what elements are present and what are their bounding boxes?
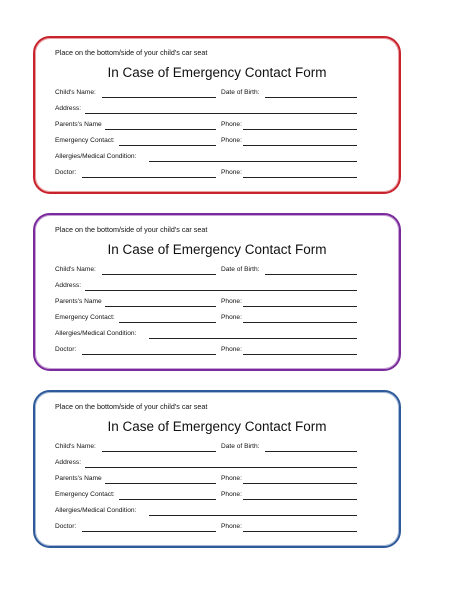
form-title: In Case of Emergency Contact Form [107, 419, 327, 434]
parents-name-row [55, 475, 385, 485]
emergency-contact-row [55, 314, 385, 324]
childs-name-row [55, 266, 385, 276]
date-of-birth-label: Date of Birth: [221, 443, 260, 450]
doctor-field[interactable] [82, 531, 216, 532]
phone-label: Phone: [221, 137, 242, 144]
parents-name-label: Parents's Name [55, 298, 102, 305]
phone-field[interactable] [243, 177, 357, 178]
phone-field[interactable] [243, 129, 357, 130]
allergies-row [55, 330, 385, 340]
childs-name-row [55, 443, 385, 453]
childs-name-label: Child's Name: [55, 443, 96, 450]
emergency-contact-row [55, 491, 385, 501]
childs-name-field[interactable] [102, 274, 216, 275]
emergency-form-card-purple [33, 213, 401, 371]
phone-field[interactable] [243, 145, 357, 146]
emergency-contact-field[interactable] [119, 499, 216, 500]
phone-field[interactable] [243, 306, 357, 307]
phone-label: Phone: [221, 523, 242, 530]
doctor-field[interactable] [82, 354, 216, 355]
address-row [55, 105, 385, 115]
allergies-field[interactable] [149, 338, 357, 339]
placement-note: Place on the bottom/side of your child's car seat [55, 225, 208, 234]
phone-label: Phone: [221, 346, 242, 353]
childs-name-field[interactable] [102, 97, 216, 98]
address-field[interactable] [85, 113, 357, 114]
emergency-contact-row [55, 137, 385, 147]
phone-field[interactable] [243, 499, 357, 500]
parents-name-field[interactable] [105, 483, 216, 484]
emergency-form-card-blue [33, 390, 401, 548]
emergency-contact-field[interactable] [119, 145, 216, 146]
date-of-birth-field[interactable] [265, 274, 357, 275]
allergies-row [55, 507, 385, 517]
childs-name-label: Child's Name: [55, 89, 96, 96]
childs-name-label: Child's Name: [55, 266, 96, 273]
phone-field[interactable] [243, 483, 357, 484]
form-title: In Case of Emergency Contact Form [107, 242, 327, 257]
doctor-label: Doctor: [55, 346, 77, 353]
emergency-contact-label: Emergency Contact: [55, 314, 115, 321]
allergies-field[interactable] [149, 161, 357, 162]
address-label: Address: [55, 105, 82, 112]
parents-name-label: Parents's Name [55, 121, 102, 128]
emergency-contact-field[interactable] [119, 322, 216, 323]
date-of-birth-label: Date of Birth: [221, 89, 260, 96]
doctor-label: Doctor: [55, 523, 77, 530]
date-of-birth-field[interactable] [265, 451, 357, 452]
doctor-row [55, 169, 385, 179]
doctor-label: Doctor: [55, 169, 77, 176]
address-row [55, 282, 385, 292]
emergency-contact-label: Emergency Contact: [55, 137, 115, 144]
phone-label: Phone: [221, 491, 242, 498]
parents-name-row [55, 121, 385, 131]
emergency-contact-label: Emergency Contact: [55, 491, 115, 498]
phone-label: Phone: [221, 298, 242, 305]
address-row [55, 459, 385, 469]
address-label: Address: [55, 282, 82, 289]
address-field[interactable] [85, 290, 357, 291]
phone-field[interactable] [243, 354, 357, 355]
allergies-label: Allergies/Medical Condition: [55, 507, 137, 514]
allergies-label: Allergies/Medical Condition: [55, 330, 137, 337]
phone-field[interactable] [243, 531, 357, 532]
doctor-row [55, 346, 385, 356]
phone-field[interactable] [243, 322, 357, 323]
parents-name-field[interactable] [105, 129, 216, 130]
allergies-field[interactable] [149, 515, 357, 516]
date-of-birth-field[interactable] [265, 97, 357, 98]
allergies-row [55, 153, 385, 163]
parents-name-field[interactable] [105, 306, 216, 307]
emergency-form-card-red [33, 36, 401, 194]
date-of-birth-label: Date of Birth: [221, 266, 260, 273]
placement-note: Place on the bottom/side of your child's car seat [55, 48, 208, 57]
form-title: In Case of Emergency Contact Form [107, 65, 327, 80]
phone-label: Phone: [221, 169, 242, 176]
address-label: Address: [55, 459, 82, 466]
allergies-label: Allergies/Medical Condition: [55, 153, 137, 160]
childs-name-field[interactable] [102, 451, 216, 452]
doctor-row [55, 523, 385, 533]
address-field[interactable] [85, 467, 357, 468]
parents-name-label: Parents's Name [55, 475, 102, 482]
phone-label: Phone: [221, 475, 242, 482]
childs-name-row [55, 89, 385, 99]
parents-name-row [55, 298, 385, 308]
doctor-field[interactable] [82, 177, 216, 178]
placement-note: Place on the bottom/side of your child's car seat [55, 402, 208, 411]
phone-label: Phone: [221, 314, 242, 321]
phone-label: Phone: [221, 121, 242, 128]
